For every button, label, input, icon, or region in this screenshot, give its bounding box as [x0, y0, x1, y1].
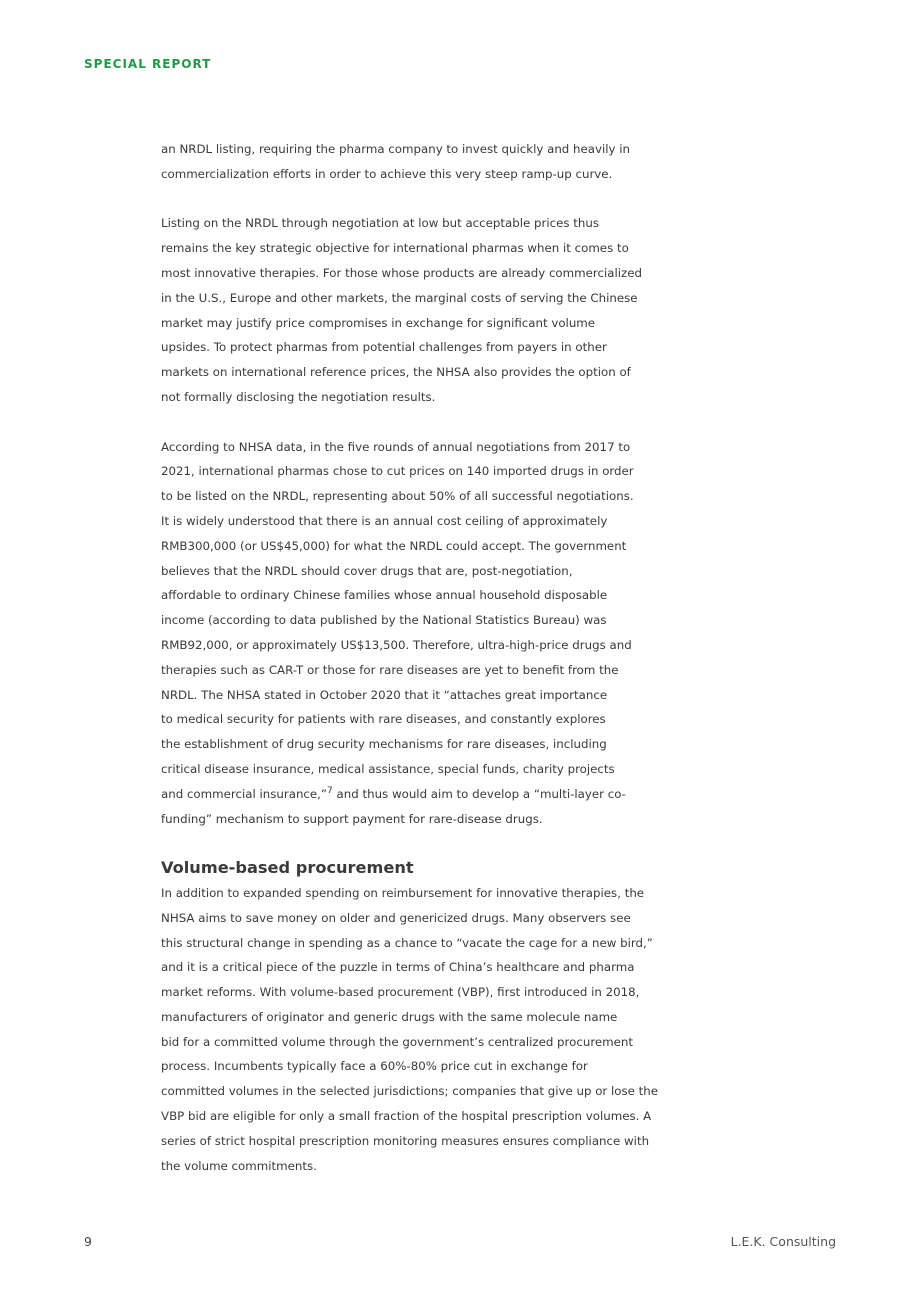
section-heading: Volume-based procurement — [161, 858, 414, 878]
text-line: funding” mechanism to support payment for rare-disease drugs. — [161, 811, 543, 826]
text-line: most innovative therapies. For those whose products are already commercialized — [161, 265, 642, 280]
text-line: markets on international reference prices, the NHSA also provides the option of — [161, 365, 631, 380]
text-line: It is widely understood that there is an annual cost ceiling of approximately — [161, 513, 608, 528]
text-line: affordable to ordinary Chinese families whose annual household disposable — [161, 588, 608, 603]
text-line: market may justify price compromises in exchange for significant volume — [161, 315, 596, 330]
text-line: the establishment of drug security mechanisms for rare diseases, including — [161, 737, 607, 752]
text-line: NRDL. The NHSA stated in October 2020 that it “attaches great importance — [161, 687, 608, 702]
text-line: commercialization efforts in order to achieve this very steep ramp-up curve. — [161, 166, 613, 181]
article-body — [161, 137, 841, 1178]
text-line: and it is a critical piece of the puzzle in terms of China’s healthcare and pharma — [161, 960, 635, 975]
footnote-reference: 7 — [327, 785, 333, 796]
text-line: remains the key strategic objective for international pharmas when it comes to — [161, 241, 629, 256]
text-line: manufacturers of originator and generic drugs with the same molecule name — [161, 1009, 618, 1024]
text-segment: and thus would aim to develop a “multi-layer co- — [332, 786, 626, 801]
paragraph — [161, 435, 841, 832]
paragraph — [161, 211, 841, 409]
text-line: RMB92,000, or approximately US$13,500. Therefore, ultra-high-price drugs and — [161, 637, 632, 652]
text-line: an NRDL listing, requiring the pharma company to invest quickly and heavily in — [161, 142, 631, 156]
text-line: 2021, international pharmas chose to cut prices on 140 imported drugs in order — [161, 464, 634, 479]
page-number: 9 — [84, 1234, 92, 1249]
paragraph — [161, 137, 841, 187]
text-line: upsides. To protect pharmas from potential challenges from payers in other — [161, 340, 607, 355]
text-line: in the U.S., Europe and other markets, the marginal costs of serving the Chinese — [161, 290, 638, 305]
text-line: believes that the NRDL should cover drugs that are, post-negotiation, — [161, 563, 573, 578]
text-line: Listing on the NRDL through negotiation at low but acceptable prices thus — [161, 216, 600, 231]
text-line: not formally disclosing the negotiation results. — [161, 389, 436, 404]
text-line: NHSA aims to save money on older and genericized drugs. Many observers see — [161, 910, 631, 925]
text-line: RMB300,000 (or US$45,000) for what the NRDL could accept. The government — [161, 538, 627, 553]
text-line: committed volumes in the selected jurisdictions; companies that give up or lose the — [161, 1084, 659, 1099]
text-line: series of strict hospital prescription monitoring measures ensures compliance with — [161, 1133, 650, 1148]
text-segment: and commercial insurance,” — [161, 786, 328, 801]
text-line: process. Incumbents typically face a 60%-80% price cut in exchange for — [161, 1059, 588, 1074]
text-line: VBP bid are eligible for only a small fraction of the hospital prescription volumes. A — [161, 1109, 652, 1124]
text-line: this structural change in spending as a chance to “vacate the cage for a new bird,” — [161, 935, 653, 950]
text-line: bid for a committed volume through the government’s centralized procurement — [161, 1034, 634, 1049]
text-line: critical disease insurance, medical assistance, special funds, charity projects — [161, 761, 615, 776]
text-line: In addition to expanded spending on reimbursement for innovative therapies, the — [161, 885, 645, 900]
text-line: According to NHSA data, in the five rounds of annual negotiations from 2017 to — [161, 439, 631, 454]
paragraph — [161, 881, 841, 1179]
text-line: market reforms. With volume-based procurement (VBP), first introduced in 2018, — [161, 985, 640, 1000]
text-line: the volume commitments. — [161, 1158, 317, 1173]
text-line-with-footnote — [161, 782, 841, 807]
text-line: income (according to data published by the National Statistics Bureau) was — [161, 613, 607, 628]
text-line: to be listed on the NRDL, representing about 50% of all successful negotiations. — [161, 489, 634, 504]
report-section-label: SPECIAL REPORT — [84, 57, 212, 71]
text-line: therapies such as CAR-T or those for rare diseases are yet to benefit from the — [161, 662, 619, 677]
text-line: to medical security for patients with rare diseases, and constantly explores — [161, 712, 606, 727]
footer-brand: L.E.K. Consulting — [730, 1234, 836, 1249]
